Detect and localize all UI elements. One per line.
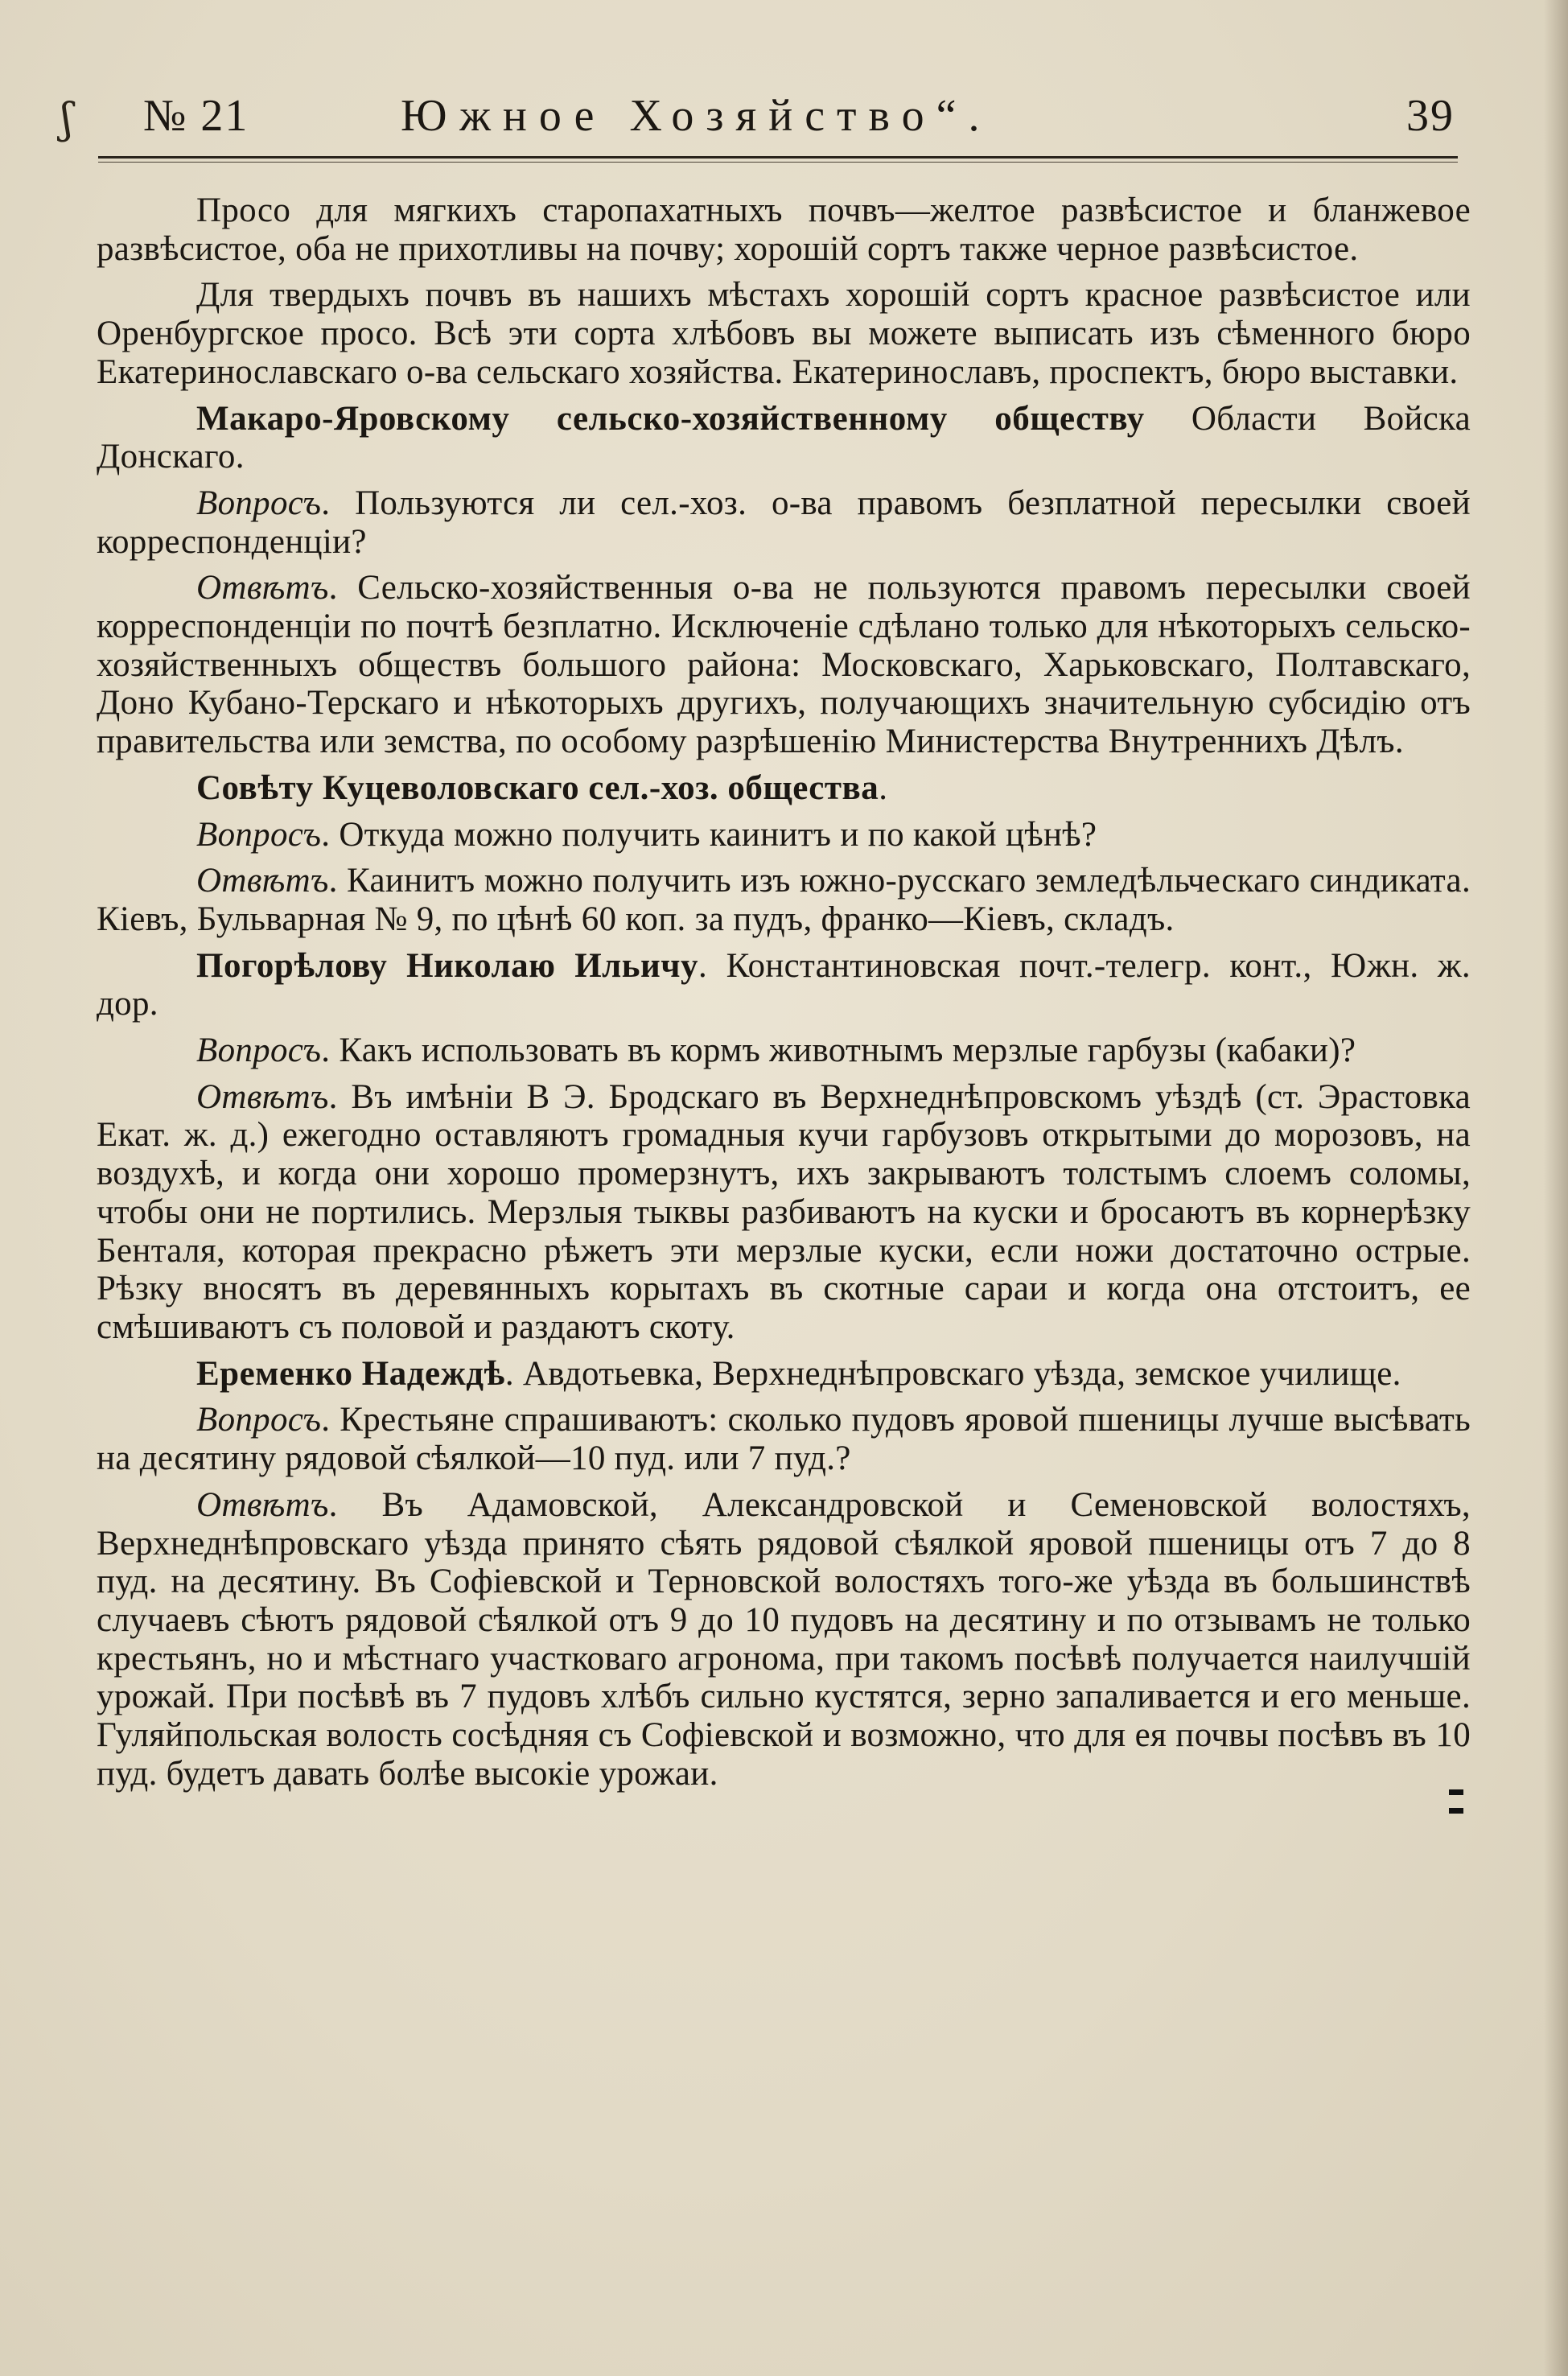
- article-body: [97, 191, 1471, 1801]
- answer-label: Отвѣтъ: [196, 862, 329, 900]
- question: [97, 1032, 1471, 1070]
- journal-title: Южное Хозяйство“.: [401, 91, 992, 141]
- question-label: Вопросъ: [196, 1032, 322, 1070]
- addressee-name: Еременко Надеждѣ: [196, 1354, 505, 1393]
- addressee-name: Макаро-Яровскому сельско-хозяйственному обществу: [196, 399, 1145, 438]
- question-label: Вопросъ: [196, 484, 322, 522]
- question-text: . Пользуются ли сел.-хоз. о-ва правомъ безплатной пересылки своей корреспонденціи?: [97, 484, 1471, 561]
- addressee-rest: .: [879, 768, 888, 807]
- addressee-rest: . Константиновская почт.-телегр. конт., Южн. ж. дор.: [97, 946, 1471, 1023]
- addressee-line: [97, 400, 1471, 476]
- answer: [97, 569, 1471, 761]
- addressee-line: [97, 1355, 1471, 1394]
- margin-bracket-mark: [1449, 1789, 1463, 1814]
- answer-text: . Въ имѣніи В Э. Бродскаго въ Верхнеднѣпровскомъ уѣздѣ (ст. Эрастовка Екат. ж. д.) ежегодно оставляютъ громадныя кучи гарбузовъ открытыми до морозовъ, на воздухѣ, и когда они хорошо промерзнутъ, ихъ закрываютъ толстымъ слоемъ соломы, чтобы они не портились. Мерзлыя тыквы разбиваютъ на куски и бросаютъ въ корнерѣзку Бенталя, которая прекрасно рѣжетъ эти мерзлые куски, если ножи достаточно острые. Рѣзку вносятъ въ деревянныхъ корытахъ въ скотные сараи и когда она отстоитъ, ее смѣшиваютъ съ половой и раздаютъ скоту.: [97, 1077, 1471, 1346]
- question-text: . Какъ использовать въ кормъ животнымъ мерзлые гарбузы (кабаки)?: [321, 1032, 1356, 1070]
- paragraph: Для твердыхъ почвъ въ нашихъ мѣстахъ хорошій сортъ красное развѣсистое или Оренбургское просо. Всѣ эти сорта хлѣбовъ вы можете выписать изъ сѣменного бюро Екатеринославскаго о-ва сельскаго хозяйства. Екатеринославъ, проспектъ, бюро выставки.: [97, 276, 1471, 391]
- margin-tick-mark: ʃ: [61, 95, 73, 143]
- answer-label: Отвѣтъ: [196, 1077, 329, 1116]
- question-label: Вопросъ: [196, 815, 322, 854]
- running-header: [95, 90, 1455, 146]
- paragraph: Просо для мягкихъ старопахатныхъ почвъ—желтое развѣсистое и бланжевое развѣсистое, оба не прихотливы на почву; хорошій сортъ также черное развѣсистое.: [97, 191, 1471, 268]
- question-text: . Откуда можно получить каинитъ и по какой цѣнѣ?: [321, 815, 1097, 854]
- answer-text: . Каинитъ можно получить изъ южно-русскаго земледѣльческаго синдиката. Кіевъ, Бульварная № 9, по цѣнѣ 60 коп. за пудъ, франко—Кіевъ, складъ.: [97, 862, 1471, 938]
- answer-text: . Сельско-хозяйственныя о-ва не пользуются правомъ пересылки своей корреспонденціи по почтѣ безплатно. Исключеніе сдѣлано только для нѣкоторыхъ сельско-хозяйственныхъ обществъ большого района: Московскаго, Харьковскаго, Полтавскаго, Доно Кубано-Терскаго и нѣкоторыхъ другихъ, получающихъ значительную субсидію отъ правительства или земства, по особому разрѣшенію Министерства Внутреннихъ Дѣлъ.: [97, 569, 1471, 761]
- addressee-line: [97, 947, 1471, 1023]
- page-number: 39: [1406, 91, 1455, 141]
- answer: [97, 1486, 1471, 1793]
- question: [97, 816, 1471, 854]
- addressee-line: [97, 769, 1471, 808]
- addressee-name: Совѣту Куцеволовскаго сел.-хоз. общества: [196, 768, 879, 807]
- issue-number: № 21: [143, 91, 249, 141]
- answer-label: Отвѣтъ: [196, 569, 329, 607]
- question-text: . Крестьяне спрашиваютъ: сколько пудовъ яровой пшеницы лучше высѣвать на десятину рядовой сѣялкой—10 пуд. или 7 пуд.?: [97, 1401, 1471, 1478]
- question-label: Вопросъ: [196, 1401, 322, 1439]
- answer-label: Отвѣтъ: [196, 1485, 329, 1524]
- addressee-rest: Области Войска Донскаго.: [97, 399, 1471, 476]
- answer-text: . Въ Адамовской, Александровской и Семеновской волостяхъ, Верхнеднѣпровскаго уѣзда принято сѣять рядовой сѣялкой яровой пшеницы отъ 7 до 8 пуд. на десятину. Въ Софіевской и Терновской волостяхъ того-же уѣзда въ большинствѣ случаевъ сѣютъ рядовой сѣялкой отъ 9 до 10 пудовъ на десятину и по отзывамъ не только крестьянъ, но и мѣстнаго участковаго агронома, при такомъ посѣвѣ получается наилучшій урожай. При посѣвѣ въ 7 пудовъ хлѣбъ сильно кустятся, зерно запаливается и его меньше. Гуляйпольская волость сосѣдняя съ Софіевской и возможно, что для ея почвы посѣвъ въ 10 пуд. будетъ давать болѣе высокіе урожаи.: [97, 1485, 1471, 1793]
- page-edge-shadow: [1544, 0, 1568, 2376]
- answer: [97, 862, 1471, 938]
- question: [97, 1401, 1471, 1477]
- header-rule: [98, 156, 1458, 159]
- answer: [97, 1078, 1471, 1347]
- addressee-rest: . Авдотьевка, Верхнеднѣпровскаго уѣзда, земское училище.: [504, 1354, 1401, 1393]
- header-rule-thin: [98, 162, 1458, 163]
- addressee-name: Погорѣлову Николаю Ильичу: [196, 946, 699, 985]
- question: [97, 484, 1471, 561]
